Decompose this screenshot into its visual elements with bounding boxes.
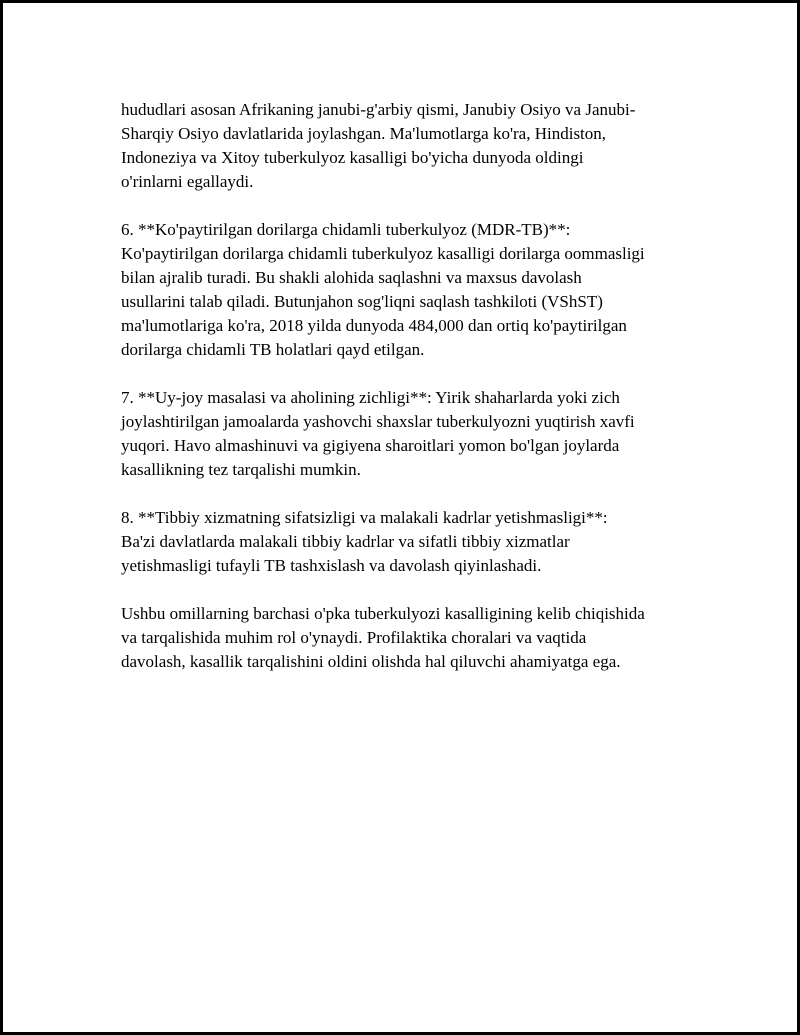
document-body bbox=[121, 98, 681, 698]
text-line: 8. **Tibbiy xizmatning sifatsizligi va malakali kadrlar yetishmasligi**: bbox=[121, 508, 608, 527]
text-line: ma'lumotlariga ko'ra, 2018 yilda dunyoda 484,000 dan ortiq ko'paytirilgan bbox=[121, 316, 627, 335]
text-line: Ushbu omillarning barchasi o'pka tuberkulyozi kasalligining kelib chiqishida bbox=[121, 604, 645, 623]
text-line: Indoneziya va Xitoy tuberkulyoz kasalligi bo'yicha dunyoda oldingi bbox=[121, 148, 584, 167]
text-line: usullarini talab qiladi. Butunjahon sog'liqni saqlash tashkiloti (VShST) bbox=[121, 292, 603, 311]
paragraph-continuation bbox=[121, 98, 681, 194]
text-line: Sharqiy Osiyo davlatlarida joylashgan. Ma'lumotlarga ko'ra, Hindiston, bbox=[121, 124, 607, 143]
text-line: bilan ajralib turadi. Bu shakli alohida saqlashni va maxsus davolash bbox=[121, 268, 582, 287]
text-line: Ba'zi davlatlarda malakali tibbiy kadrlar va sifatli tibbiy xizmatlar bbox=[121, 532, 570, 551]
text-line: o'rinlarni egallaydi. bbox=[121, 172, 254, 191]
text-line: hududlari asosan Afrikaning janubi-g'arbiy qismi, Janubiy Osiyo va Janubi- bbox=[121, 100, 636, 119]
paragraph-item-7 bbox=[121, 386, 681, 482]
text-line: 6. **Ko'paytirilgan dorilarga chidamli tuberkulyoz (MDR-TB)**: bbox=[121, 220, 571, 239]
text-line: dorilarga chidamli TB holatlari qayd etilgan. bbox=[121, 340, 425, 359]
text-line: yetishmasligi tufayli TB tashxislash va davolash qiyinlashadi. bbox=[121, 556, 542, 575]
text-line: joylashtirilgan jamoalarda yashovchi shaxslar tuberkulyozni yuqtirish xavfi bbox=[121, 412, 635, 431]
paragraph-conclusion bbox=[121, 602, 681, 674]
text-line: 7. **Uy-joy masalasi va aholining zichligi**: Yirik shaharlarda yoki zich bbox=[121, 388, 620, 407]
text-line: kasallikning tez tarqalishi mumkin. bbox=[121, 460, 361, 479]
paragraph-item-6 bbox=[121, 218, 681, 362]
text-line: va tarqalishida muhim rol o'ynaydi. Profilaktika choralari va vaqtida bbox=[121, 628, 587, 647]
paragraph-item-8 bbox=[121, 506, 681, 578]
text-line: yuqori. Havo almashinuvi va gigiyena sharoitlari yomon bo'lgan joylarda bbox=[121, 436, 620, 455]
text-line: davolash, kasallik tarqalishini oldini olishda hal qiluvchi ahamiyatga ega. bbox=[121, 652, 621, 671]
text-line: Ko'paytirilgan dorilarga chidamli tuberkulyoz kasalligi dorilarga oommasligi bbox=[121, 244, 645, 263]
